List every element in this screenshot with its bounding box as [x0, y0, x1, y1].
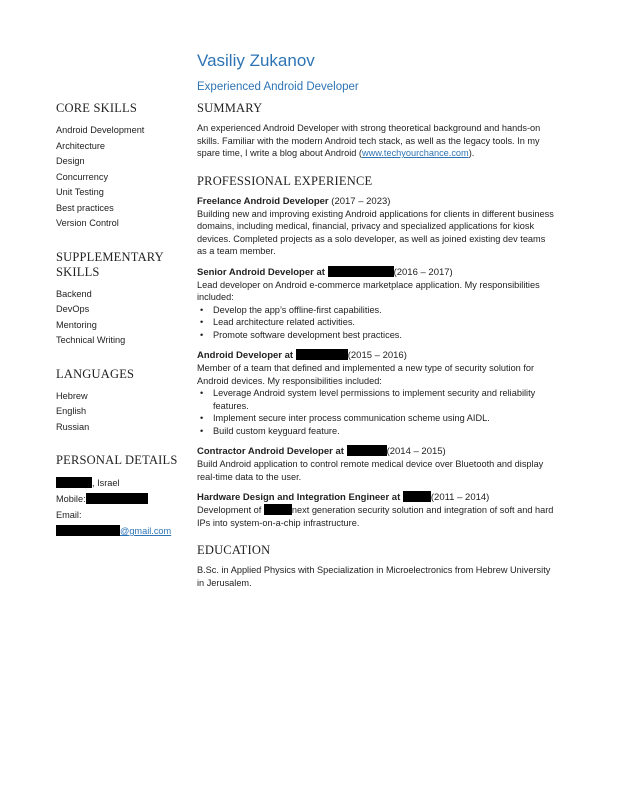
skill-item: DevOps [56, 304, 90, 314]
job-role: Hardware Design and Integration Engineer at [197, 492, 403, 503]
job-entry [197, 266, 557, 342]
skill-item: Best practices [56, 202, 114, 213]
skill-item: Technical Writing [56, 335, 126, 345]
summary-section [197, 101, 557, 160]
education-heading: EDUCATION [197, 543, 271, 557]
experience-section [197, 174, 557, 530]
redacted-block [403, 491, 431, 502]
job-description-start: Development of [197, 505, 264, 515]
job-period: (2014 – 2015) [386, 446, 446, 457]
responsibility-item: • Implement secure inter process communication scheme using AIDL. [197, 412, 557, 425]
redacted-block [296, 349, 348, 360]
supplementary-skills-section [56, 250, 191, 349]
job-period: (2015 – 2016) [347, 350, 407, 361]
job-description: Lead developer on Android e-commerce marketplace application. My responsibilities included: [197, 279, 540, 302]
skill-item: Mentoring [56, 319, 97, 330]
job-description: Building new and improving existing Android applications for clients in different business domains, including medical, financial, privacy and specialized applications for kiosk devices. Completed projects as a solo developer, as well as joined existing dev teams as a team member. [197, 208, 554, 256]
personal-details-heading: PERSONAL DETAILS [56, 453, 178, 467]
skill-item: Unit Testing [56, 187, 104, 197]
job-entry [197, 349, 557, 437]
job-role: Android Developer at [197, 350, 296, 361]
sidebar [56, 101, 191, 557]
main-content [197, 101, 557, 589]
email-link[interactable]: @gmail.com [120, 526, 172, 536]
job-title [197, 266, 557, 279]
supplementary-skills-heading: SUPPLEMENTARY SKILLS [56, 249, 164, 279]
summary-text [197, 122, 557, 160]
redacted-block [264, 504, 292, 515]
redacted-block [56, 525, 120, 536]
email-label: Email: [56, 510, 82, 520]
responsibility-item: • Lead architecture related activities. [197, 316, 557, 329]
redacted-block [86, 493, 148, 504]
job-title [197, 491, 557, 504]
job-description: Member of a team that defined and implemented a new type of security solution for Android devices. My responsibilities included: [197, 363, 535, 386]
language-item: Russian [56, 421, 90, 432]
job-entry [197, 491, 557, 529]
job-role: Contractor Android Developer at [197, 446, 347, 457]
job-title [197, 349, 557, 362]
core-skills-heading: CORE SKILLS [56, 101, 138, 115]
skill-item: Architecture [56, 140, 106, 151]
skill-item: Design [56, 156, 85, 166]
summary-tail: ). [468, 148, 475, 158]
mobile-label: Mobile: [56, 494, 86, 504]
location-text: , Israel [92, 478, 120, 488]
skill-item: Backend [56, 288, 92, 299]
education-section [197, 543, 557, 589]
job-period: (2017 – 2023) [328, 195, 391, 207]
job-entry [197, 195, 557, 258]
job-role: Senior Android Developer at [197, 266, 328, 278]
redacted-block [347, 445, 387, 456]
email-line[interactable] [56, 523, 191, 539]
blog-link[interactable]: www.techyourchance.com [361, 148, 469, 158]
job-period: (2011 – 2014) [430, 492, 490, 503]
mobile-line [56, 491, 191, 507]
skill-item: Concurrency [56, 171, 109, 182]
core-skills-section [56, 101, 191, 232]
skill-item: Version Control [56, 218, 119, 228]
job-description: Build Android application to control remote medical device over Bluetooth and display real-time data to the user. [197, 459, 544, 482]
language-item: Hebrew [56, 390, 88, 401]
languages-section [56, 367, 191, 436]
redacted-block [328, 266, 394, 277]
resume-role: Experienced Android Developer [197, 81, 359, 93]
job-description-end: next generation security solution and integration of soft and hard IPs into system-on-a-chip infrastructure. [197, 505, 554, 528]
responsibility-list [197, 387, 557, 437]
job-title [197, 445, 557, 458]
responsibility-item: • Promote software development best practices. [197, 329, 557, 342]
personal-details-section [56, 453, 191, 539]
job-title [197, 195, 557, 208]
resume-name: Vasiliy Zukanov [197, 51, 315, 70]
job-period: (2016 – 2017) [393, 266, 453, 278]
summary-body: An experienced Android Developer with strong theoretical background and hands-on skills. Familiar with the modern Android tech stack, as well as the legacy tools. In my spare time, I write a blog about Android ( [197, 123, 541, 158]
responsibility-item: • Leverage Android system level permissions to implement security and reliability features. [197, 387, 557, 412]
job-description [197, 504, 557, 529]
job-role: Freelance Android Developer [197, 195, 329, 207]
experience-heading: PROFESSIONAL EXPERIENCE [197, 173, 373, 188]
responsibility-item: • Develop the app’s offline-first capabilities. [197, 304, 557, 317]
responsibility-list [197, 304, 557, 342]
responsibility-item: • Build custom keyguard feature. [197, 425, 557, 438]
languages-heading: LANGUAGES [56, 366, 135, 381]
education-text: B.Sc. in Applied Physics with Specialization in Microelectronics from Hebrew University in Jerusalem. [197, 565, 551, 588]
summary-heading: SUMMARY [197, 101, 263, 115]
job-entry [197, 445, 557, 483]
redacted-block [56, 477, 92, 488]
language-item: English [56, 406, 87, 416]
skill-item: Android Development [56, 125, 145, 135]
location-line [56, 475, 191, 491]
